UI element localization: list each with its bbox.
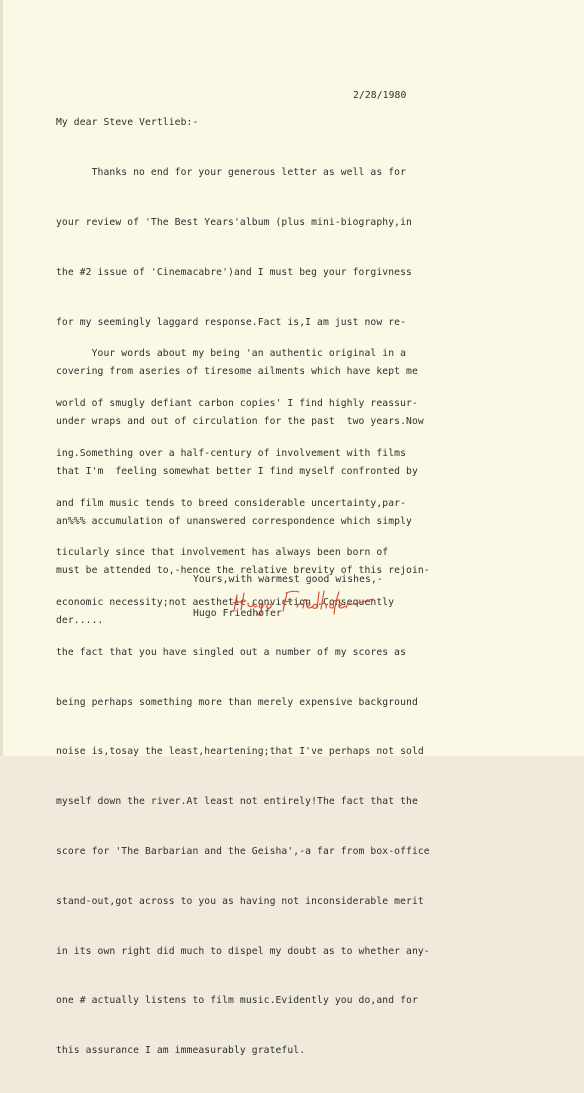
paragraph-2-line: in its own right did much to dispel my doubt as to whether any- bbox=[56, 945, 430, 957]
paragraph-2-line: myself down the river.At least not entirely!The fact that the bbox=[56, 796, 418, 808]
paragraph-2-line: being perhaps something more than merely expensive background bbox=[56, 696, 418, 708]
paragraph-1-line: your review of 'The Best Years'album (plus mini-biography,in bbox=[56, 216, 412, 228]
paragraph-2-line: world of smugly defiant carbon copies' I find highly reassur- bbox=[56, 397, 418, 409]
salutation: My dear Steve Vertlieb:- bbox=[56, 117, 199, 128]
paragraph-1-line: under wraps and out of circulation for the past two years.Now bbox=[56, 416, 424, 428]
paragraph-1-line: must be attended to,-hence the relative brevity of this rejoin- bbox=[56, 565, 430, 577]
paragraph-1-line: Thanks no end for your generous letter as well as for bbox=[56, 167, 407, 179]
paragraph-2-line: one # actually listens to film music.Evidently you do,and for bbox=[56, 995, 418, 1007]
paragraph-2-line: Your words about my being 'an authentic original in a bbox=[56, 348, 407, 360]
paragraph-2-line: noise is,tosay the least,heartening;that I've perhaps not sold bbox=[56, 746, 424, 758]
paragraph-2-line: stand-out,got across to you as having not inconsiderable merit bbox=[56, 895, 424, 907]
typed-signature-name: Hugo Friedhofer bbox=[193, 608, 282, 619]
paragraph-1-line: for my seemingly laggard response.Fact is,I am just now re- bbox=[56, 316, 407, 328]
paragraph-2-line: ing.Something over a half-century of involvement with films bbox=[56, 447, 407, 459]
paragraph-2-line: economic necessity;not aesthetic conviction .Consequently bbox=[56, 597, 395, 609]
paragraph-1-line: covering from aseries of tiresome ailments which have kept me bbox=[56, 366, 418, 378]
paragraph-2-line: the fact that you have singled out a number of my scores as bbox=[56, 646, 407, 658]
paragraph-2-line: and film music tends to breed considerable uncertainty,par- bbox=[56, 497, 407, 509]
paragraph-2-line: ticularly since that involvement has always been born of bbox=[56, 547, 389, 559]
paragraph-2 bbox=[56, 313, 430, 1093]
paragraph-2-line: score for 'The Barbarian and the Geisha',-a far from box-office bbox=[56, 846, 430, 857]
paragraph-1-line: that I'm feeling somewhat better I find myself confronted by bbox=[56, 465, 418, 477]
paragraph-1-line: der..... bbox=[56, 615, 104, 627]
closing: Yours,with warmest good wishes,- bbox=[193, 574, 383, 585]
paragraph-2-line: this assurance I am immeasurably grateful. bbox=[56, 1045, 306, 1057]
paragraph-1-line: the #2 issue of 'Cinemacabre')and I must beg your forgivness bbox=[56, 266, 412, 278]
letter-date: 2/28/1980 bbox=[353, 90, 407, 101]
paragraph-1-line: an%%% accumulation of unanswered correspondence which simply bbox=[56, 515, 412, 527]
